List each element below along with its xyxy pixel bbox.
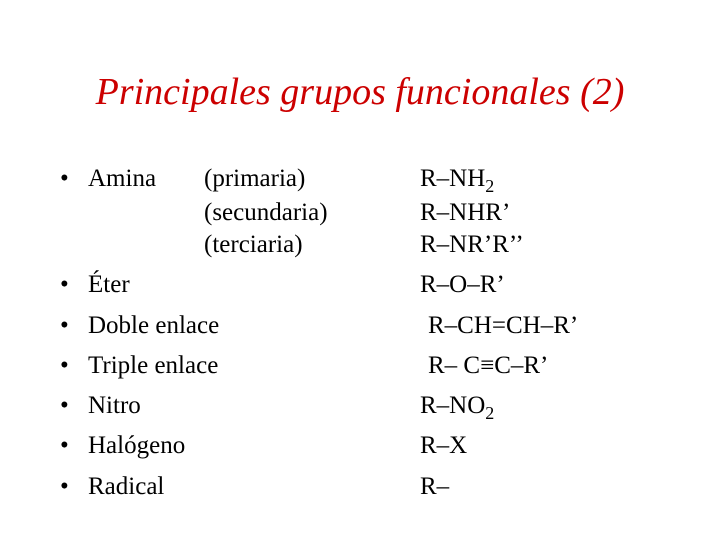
amina-type-primaria: (primaria) [204, 165, 306, 192]
group-label: Doble enlace [88, 312, 220, 339]
bullet: • [60, 271, 69, 298]
bullet: • [60, 473, 69, 500]
group-label: Halógeno [88, 432, 186, 459]
formula-amina-primaria [420, 163, 494, 195]
bullet: • [60, 165, 69, 192]
group-formula: R– C≡C–R’ [428, 352, 549, 379]
list-item-doble-enlace [0, 310, 720, 342]
formula-amina-terciaria: R–NR’R’’ [420, 231, 524, 258]
group-label: Nitro [88, 392, 141, 419]
list-item-eter [0, 269, 720, 301]
amina-label: Amina [88, 165, 157, 192]
formula-subscript: 2 [485, 176, 495, 196]
list-item-triple-enlace [0, 350, 720, 382]
formula-subscript: 2 [485, 403, 495, 423]
group-formula [420, 390, 494, 422]
list-item-halogeno [0, 430, 720, 462]
list-item-nitro [0, 390, 720, 422]
group-formula: R–X [420, 432, 468, 459]
formula-main: R–NH [420, 165, 486, 192]
group-label: Radical [88, 473, 165, 500]
group-label: Éter [88, 271, 130, 298]
amina-type-secundaria: (secundaria) [204, 199, 328, 226]
group-formula: R–CH=CH–R’ [428, 312, 579, 339]
amina-row-secondary [0, 197, 720, 229]
bullet: • [60, 312, 69, 339]
amina-row-tertiary [0, 229, 720, 261]
slide-title: Principales grupos funcionales (2) [95, 71, 625, 113]
amina-row-primary [0, 163, 720, 195]
formula-main: R–NO [420, 392, 486, 419]
list-item-radical [0, 471, 720, 503]
group-label: Triple enlace [88, 352, 219, 379]
group-formula: R–O–R’ [420, 271, 505, 298]
amina-type-terciaria: (terciaria) [204, 231, 303, 258]
group-formula: R– [420, 473, 450, 500]
bullet: • [60, 432, 69, 459]
bullet: • [60, 392, 69, 419]
formula-amina-secundaria: R–NHR’ [420, 199, 511, 226]
bullet: • [60, 352, 69, 379]
